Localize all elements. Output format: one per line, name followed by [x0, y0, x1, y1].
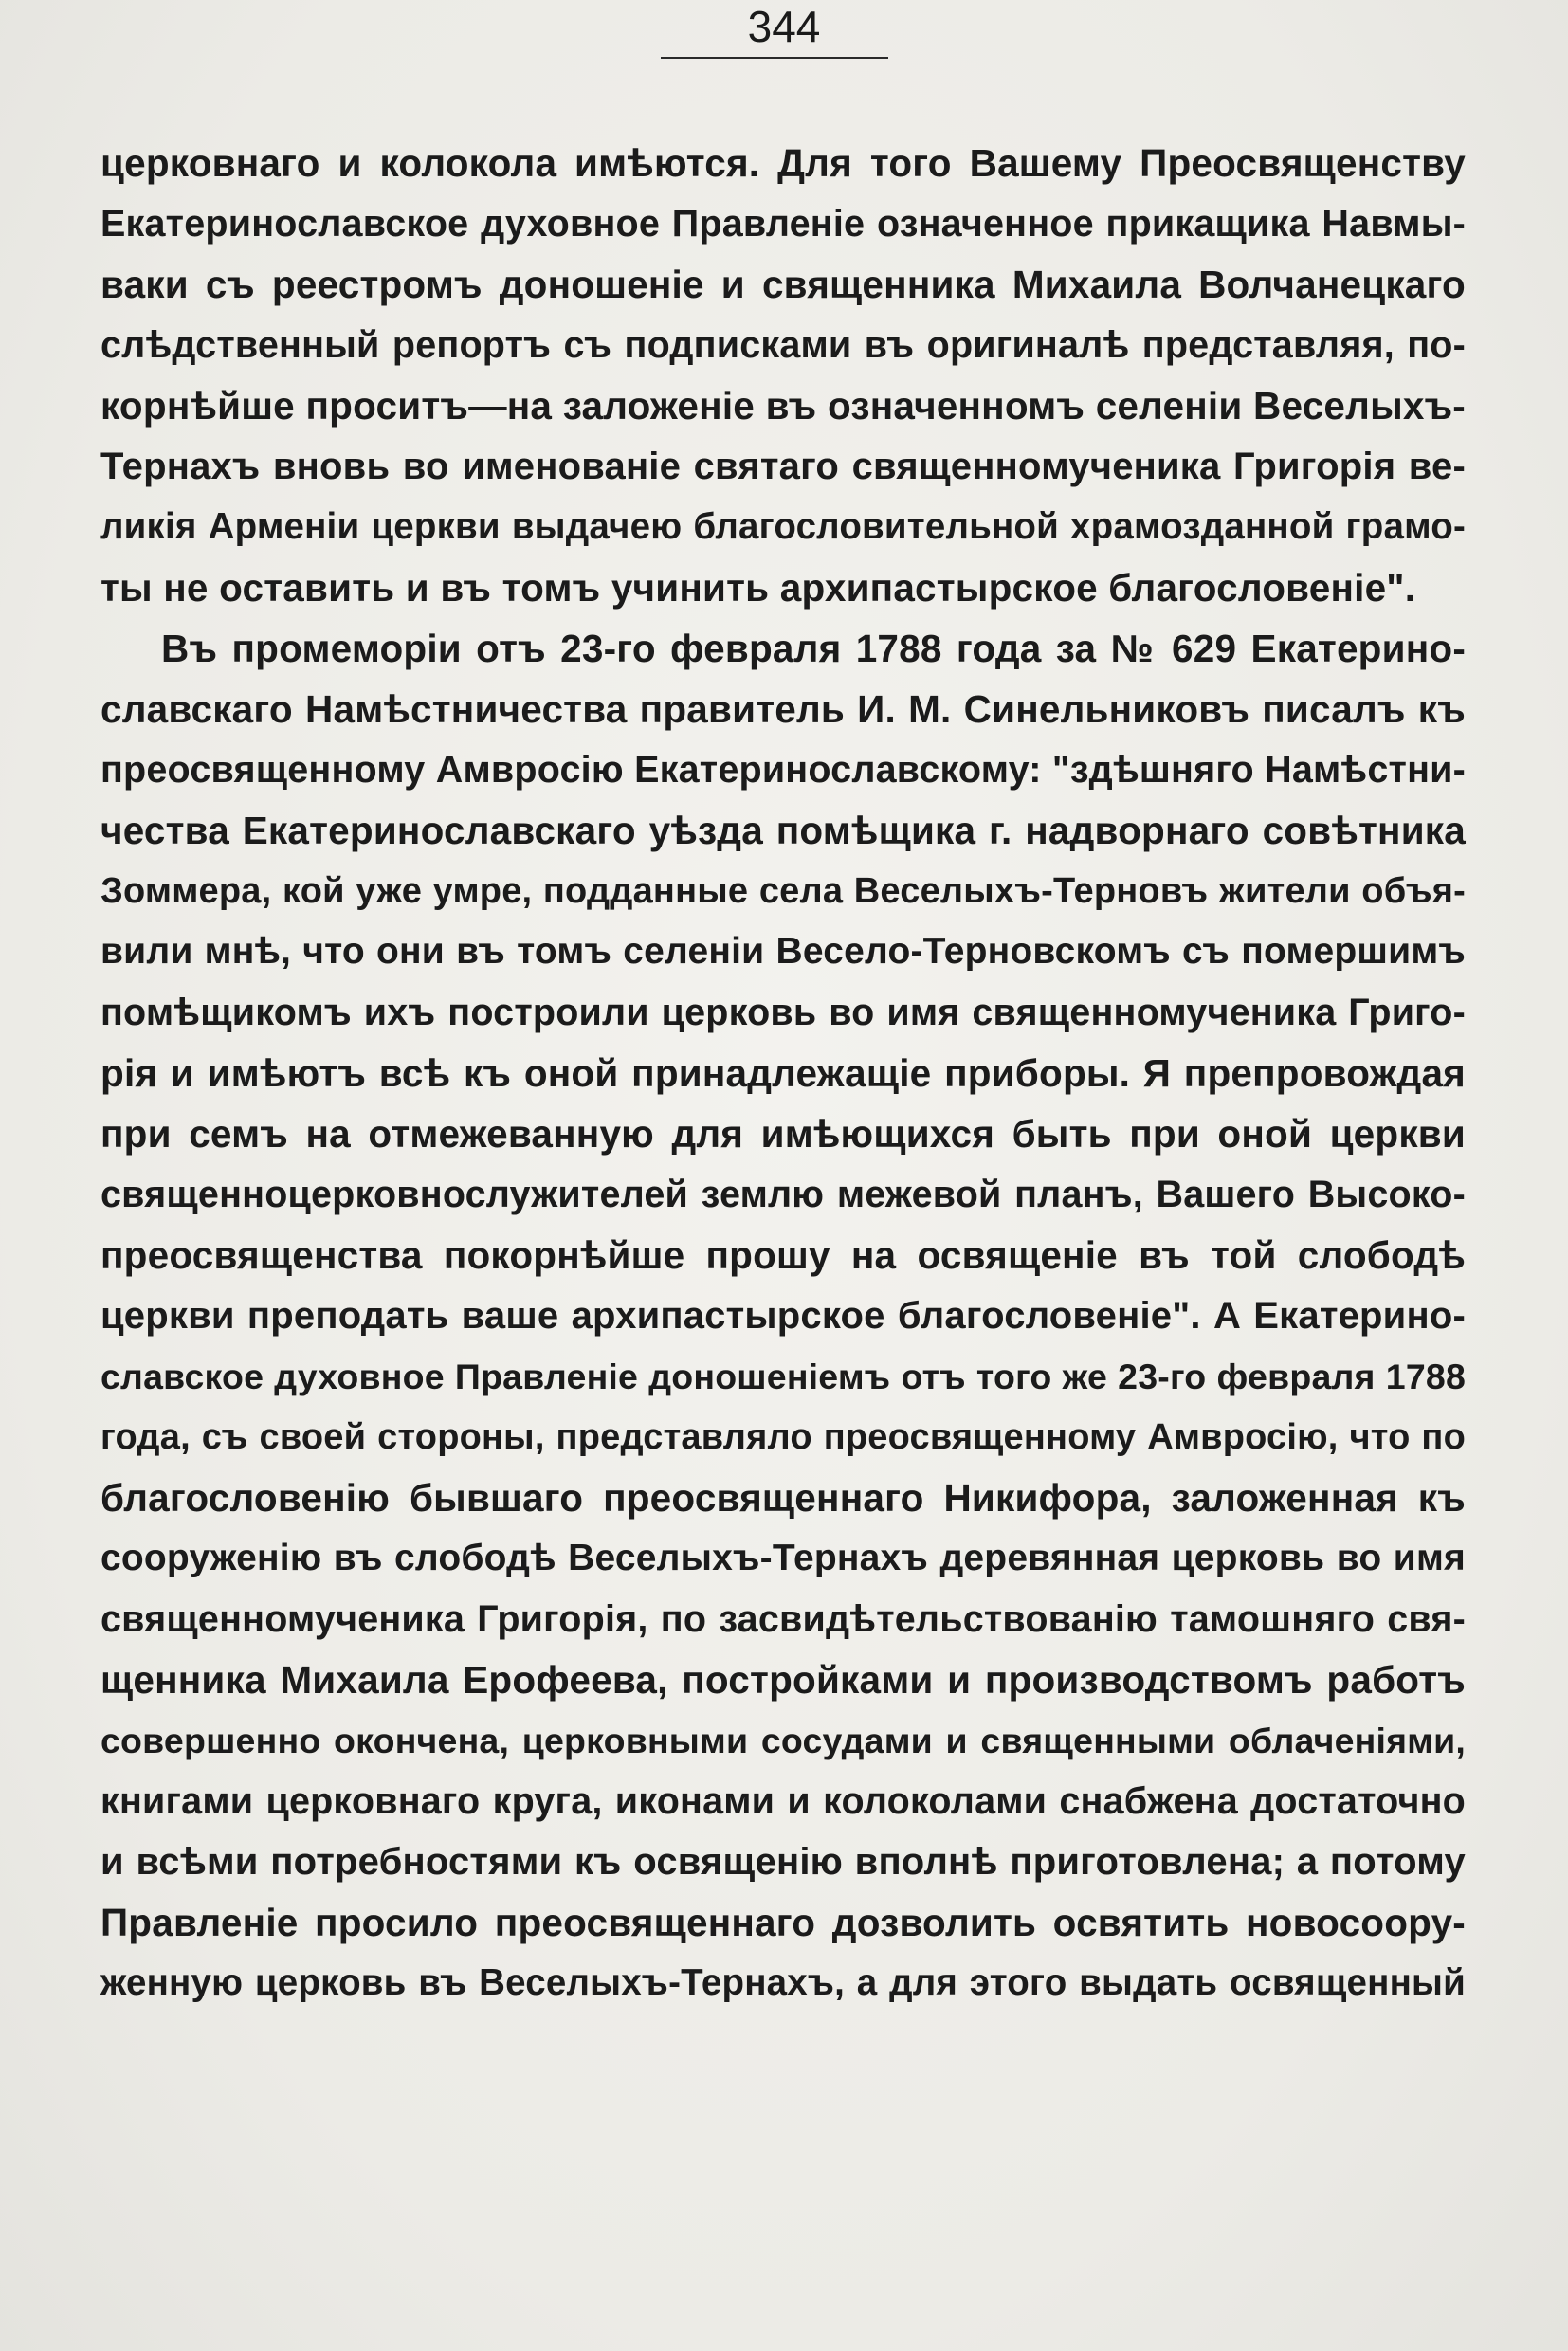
text-line: Зоммера, кой уже умре, подданные села Веселыхъ-Терновъ жители объя- — [100, 871, 1466, 911]
text-line: Въ промеморіи отъ 23-го февраля 1788 года за № 629 Екатерино- — [161, 627, 1466, 670]
text-line: Екатеринославское духовное Правленіе означенное прикащика Навмы- — [100, 203, 1466, 245]
text-line: года, съ своей стороны, представляло преосвященному Амвросію, что по — [100, 1417, 1466, 1457]
text-line: славское духовное Правленіе доношеніемъ отъ того же 23-го февраля 1788 — [100, 1357, 1466, 1396]
text-line: Правленіе просило преосвященнаго дозволить освятить новосоору- — [100, 1901, 1466, 1944]
text-line: рія и имѣютъ всѣ къ оной принадлежащіе приборы. Я препровождая — [100, 1051, 1466, 1095]
page-number: 344 — [747, 2, 821, 51]
text-line: женную церковь въ Веселыхъ-Тернахъ, а для этого выдать освященный — [100, 1962, 1466, 2003]
text-line: чества Екатеринославскаго уѣзда помѣщика г. надворнаго совѣтника — [100, 809, 1466, 852]
text-line: ваки съ реестромъ доношеніе и священника Михаила Волчанецкаго — [100, 263, 1466, 306]
text-line: Тернахъ вновь во именованіе святаго священномученика Григорія ве- — [100, 446, 1466, 487]
text-line: слѣдственный репортъ съ подписками въ оригиналѣ представляя, по- — [100, 324, 1466, 366]
text-line: сооруженію въ слободѣ Веселыхъ-Тернахъ деревянная церковь во имя — [100, 1538, 1466, 1578]
text-line: священноцерковнослужителей землю межевой планъ, Вашего Высоко- — [100, 1174, 1466, 1215]
text-line: церковнаго и колокола имѣются. Для того Вашему Преосвященству — [100, 141, 1466, 185]
text-line: священномученика Григорія, по засвидѣтельствованію тамошняго свя- — [100, 1598, 1466, 1640]
text-line: ликія Арменіи церкви выдачею благословительной храмозданной грамо- — [100, 506, 1466, 547]
text-line: преосвященства покорнѣйше прошу на освященіе въ той слободѣ — [100, 1233, 1466, 1277]
text-line: благословенію бывшаго преосвященнаго Никифора, заложенная къ — [100, 1476, 1466, 1520]
text-line: преосвященному Амвросію Екатеринославскому: "здѣшняго Намѣстни- — [100, 749, 1466, 791]
text-line: и всѣми потребностями къ освященію вполнѣ приготовлена; а потому — [100, 1841, 1466, 1883]
header-rule — [661, 57, 888, 59]
text-line: славскаго Намѣстничества правитель И. М. Синельниковъ писалъ къ — [100, 687, 1466, 731]
text-line: ты не оставить и въ томъ учинить архипастырское благословеніе". — [100, 566, 1416, 610]
text-line: при семъ на отмежеванную для имѣющихся быть при оной церкви — [100, 1112, 1466, 1156]
page-header — [0, 0, 1568, 76]
text-line: вили мнѣ, что они въ томъ селеніи Весело-Терновскомъ съ помершимъ — [100, 931, 1466, 972]
text-line: книгами церковнаго круга, иконами и колоколами снабжена достаточно — [100, 1780, 1466, 1822]
text-line: корнѣйше проситъ—на заложеніе въ означенномъ селеніи Веселыхъ- — [100, 384, 1466, 428]
text-line: церкви преподать ваше архипастырское благословеніе". А Екатерино- — [100, 1295, 1466, 1337]
body-text — [100, 133, 1466, 2014]
text-line: совершенно окончена, церковными сосудами и священными облаченіями, — [100, 1721, 1466, 1760]
text-line: помѣщикомъ ихъ построили церковь во имя священномученика Григо- — [100, 992, 1466, 1033]
text-line: щенника Михаила Ерофеева, постройками и производствомъ работъ — [100, 1658, 1466, 1702]
